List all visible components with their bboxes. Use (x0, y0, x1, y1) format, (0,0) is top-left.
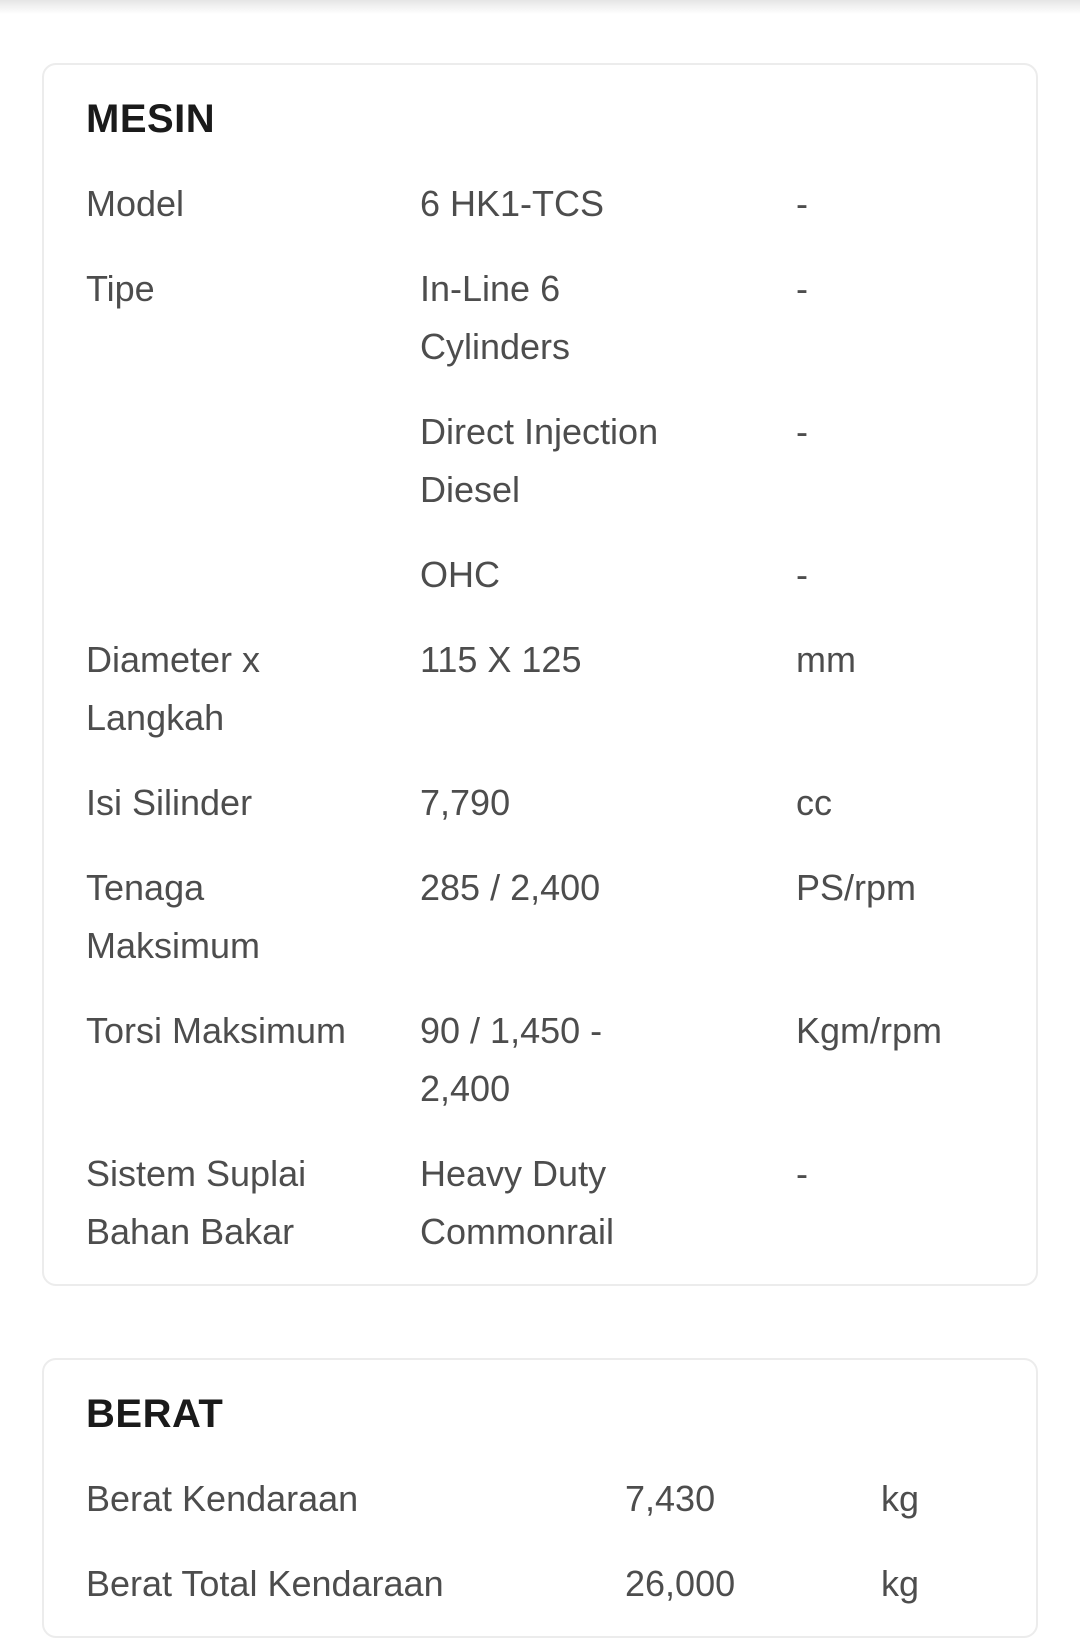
spec-row-injection (44, 403, 1036, 519)
spec-label: Sistem Suplai Bahan Bakar (86, 1153, 307, 1252)
spec-unit: - (796, 268, 808, 309)
spec-label: Berat Kendaraan (86, 1478, 359, 1519)
mesin-spec-table (44, 175, 1036, 1288)
spec-label: Model (86, 183, 185, 224)
spec-label (44, 546, 420, 604)
spec-row-ohc (44, 546, 1036, 604)
spec-unit: mm (796, 639, 856, 680)
spec-label: Berat Total Kendaraan (86, 1563, 444, 1604)
spec-value: 90 / 1,450 - 2,400 (420, 1010, 603, 1109)
spec-label: Isi Silinder (86, 782, 253, 823)
spec-unit: - (796, 554, 808, 595)
spec-label: Tipe (86, 268, 155, 309)
spec-row-berat-kendaraan (44, 1470, 1036, 1528)
spec-row-isi-silinder (44, 774, 1036, 832)
spec-value: 285 / 2,400 (420, 867, 601, 908)
spec-row-berat-total (44, 1555, 1036, 1613)
spec-value: 115 X 125 (420, 639, 582, 680)
spec-row-torsi (44, 1002, 1036, 1118)
spec-row-diameter (44, 631, 1036, 747)
mesin-title: MESIN (86, 97, 216, 141)
spec-unit: kg (881, 1563, 920, 1604)
spec-label: Torsi Maksimum (86, 1010, 347, 1051)
spec-value: 26,000 (625, 1563, 736, 1604)
spec-value: OHC (420, 554, 500, 595)
mesin-spec-card (42, 63, 1038, 1286)
spec-unit: PS/rpm (796, 867, 917, 908)
spec-value: Direct Injection Diesel (420, 411, 659, 510)
spec-unit: kg (881, 1478, 920, 1519)
spec-unit: cc (796, 782, 832, 823)
spec-value: In-Line 6 Cylinders (420, 268, 571, 367)
spec-unit: - (796, 183, 808, 224)
spec-unit: Kgm/rpm (796, 1010, 943, 1051)
spec-row-tenaga (44, 859, 1036, 975)
spec-value: 7,790 (420, 782, 511, 823)
spec-value: 6 HK1-TCS (420, 183, 605, 224)
berat-spec-card (42, 1358, 1038, 1638)
spec-row-model (44, 175, 1036, 233)
spec-value: 7,430 (625, 1478, 716, 1519)
spec-unit: - (796, 411, 808, 452)
berat-title: BERAT (86, 1392, 224, 1436)
top-bar-shadow (0, 0, 1080, 14)
spec-unit: - (796, 1153, 808, 1194)
spec-value: Heavy Duty Commonrail (420, 1153, 615, 1252)
spec-label: Diameter x Langkah (86, 639, 261, 738)
berat-spec-table (44, 1470, 1036, 1640)
spec-row-tipe (44, 260, 1036, 376)
spec-label: Tenaga Maksimum (86, 867, 261, 966)
spec-row-suplai (44, 1145, 1036, 1261)
spec-label (44, 403, 420, 519)
